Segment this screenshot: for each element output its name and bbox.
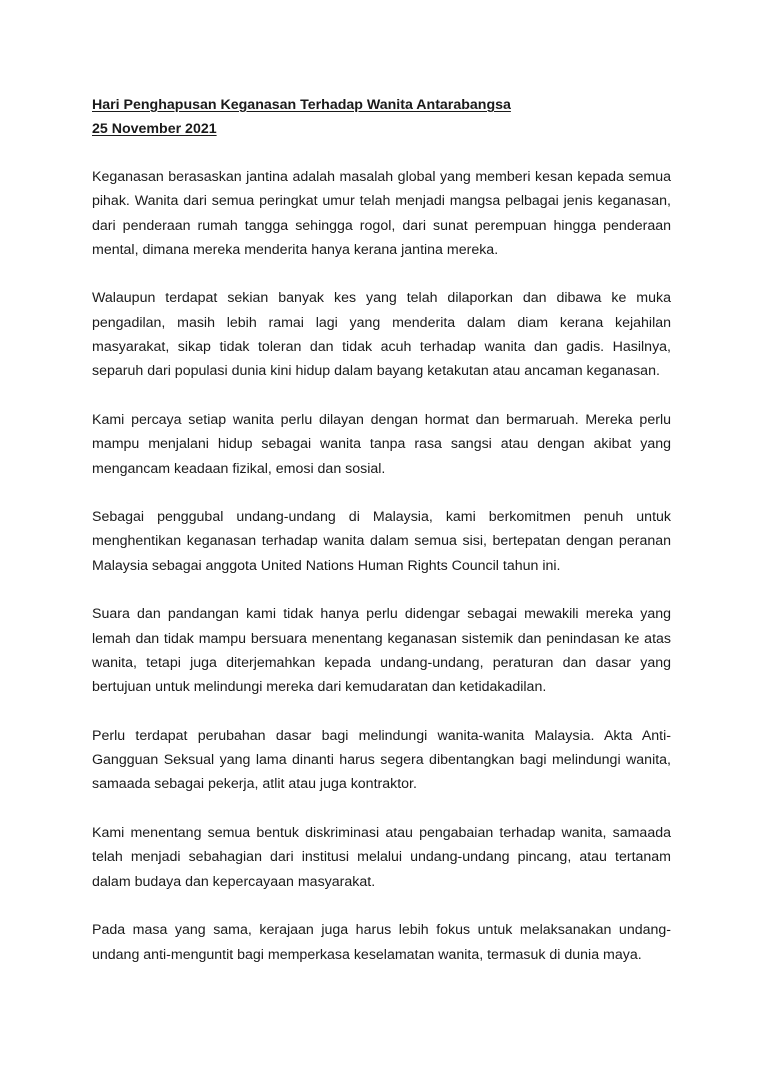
paragraph-5: Suara dan pandangan kami tidak hanya perlu didengar sebagai mewakili mereka yang lemah dan tidak mampu bersuara menentang keganasan sistemik dan penindasan ke atas wanita, tetapi juga diterjemahkan kepada undang-undang, peraturan dan dasar yang bertujuan untuk melindungi mereka dari kemudaratan dan ketidakadilan. — [92, 606, 671, 696]
paragraph-1: Keganasan berasaskan jantina adalah masalah global yang memberi kesan kepada semua pihak. Wanita dari semua peringkat umur telah menjadi mangsa pelbagai jenis keganasan, dari penderaan rumah tangga sehingga rogol, dari sunat perempuan hingga penderaan mental, dimana mereka menderita hanya kerana jantina mereka. — [92, 169, 671, 258]
paragraph-3: Kami percaya setiap wanita perlu dilayan dengan hormat dan bermaruah. Mereka perlu mampu menjalani hidup sebagai wanita tanpa rasa sangsi atau dengan akibat yang mengancam keadaan fizikal, emosi dan sosial. — [92, 411, 671, 477]
document-body — [92, 165, 671, 967]
document-title: Hari Penghapusan Keganasan Terhadap Wanita Antarabangsa — [92, 97, 511, 113]
document-content — [92, 93, 671, 967]
paragraph-2: Walaupun terdapat sekian banyak kes yang telah dilaporkan dan dibawa ke muka pengadilan, masih lebih ramai lagi yang menderita dalam diam kerana kejahilan masyarakat, sikap tidak toleran dan tidak acuh terhadap wanita dan gadis. Hasilnya, separuh dari populasi dunia kini hidup dalam bayang ketakutan atau ancaman keganasan. — [92, 290, 671, 380]
document-date: 25 November 2021 — [92, 121, 217, 137]
paragraph-4: Sebagai penggubal undang-undang di Malaysia, kami berkomitmen penuh untuk menghentikan keganasan terhadap wanita dalam semua sisi, bertepatan dengan peranan Malaysia sebagai anggota United Nations Human Rights Council tahun ini. — [92, 509, 671, 574]
paragraph-8: Pada masa yang sama, kerajaan juga harus lebih fokus untuk melaksanakan undang-undang anti-menguntit bagi memperkasa keselamatan wanita, termasuk di dunia maya. — [92, 922, 671, 963]
paragraph-7: Kami menentang semua bentuk diskriminasi atau pengabaian terhadap wanita, samaada telah menjadi sebahagian dari institusi melalui undang-undang pincang, atau tertanam dalam budaya dan kepercayaan masyarakat. — [92, 825, 671, 890]
paragraph-6: Perlu terdapat perubahan dasar bagi melindungi wanita-wanita Malaysia. Akta Anti-Gangguan Seksual yang lama dinanti harus segera dibentangkan bagi melindungi wanita, samaada sebagai pekerja, atlit atau juga kontraktor. — [92, 727, 671, 793]
